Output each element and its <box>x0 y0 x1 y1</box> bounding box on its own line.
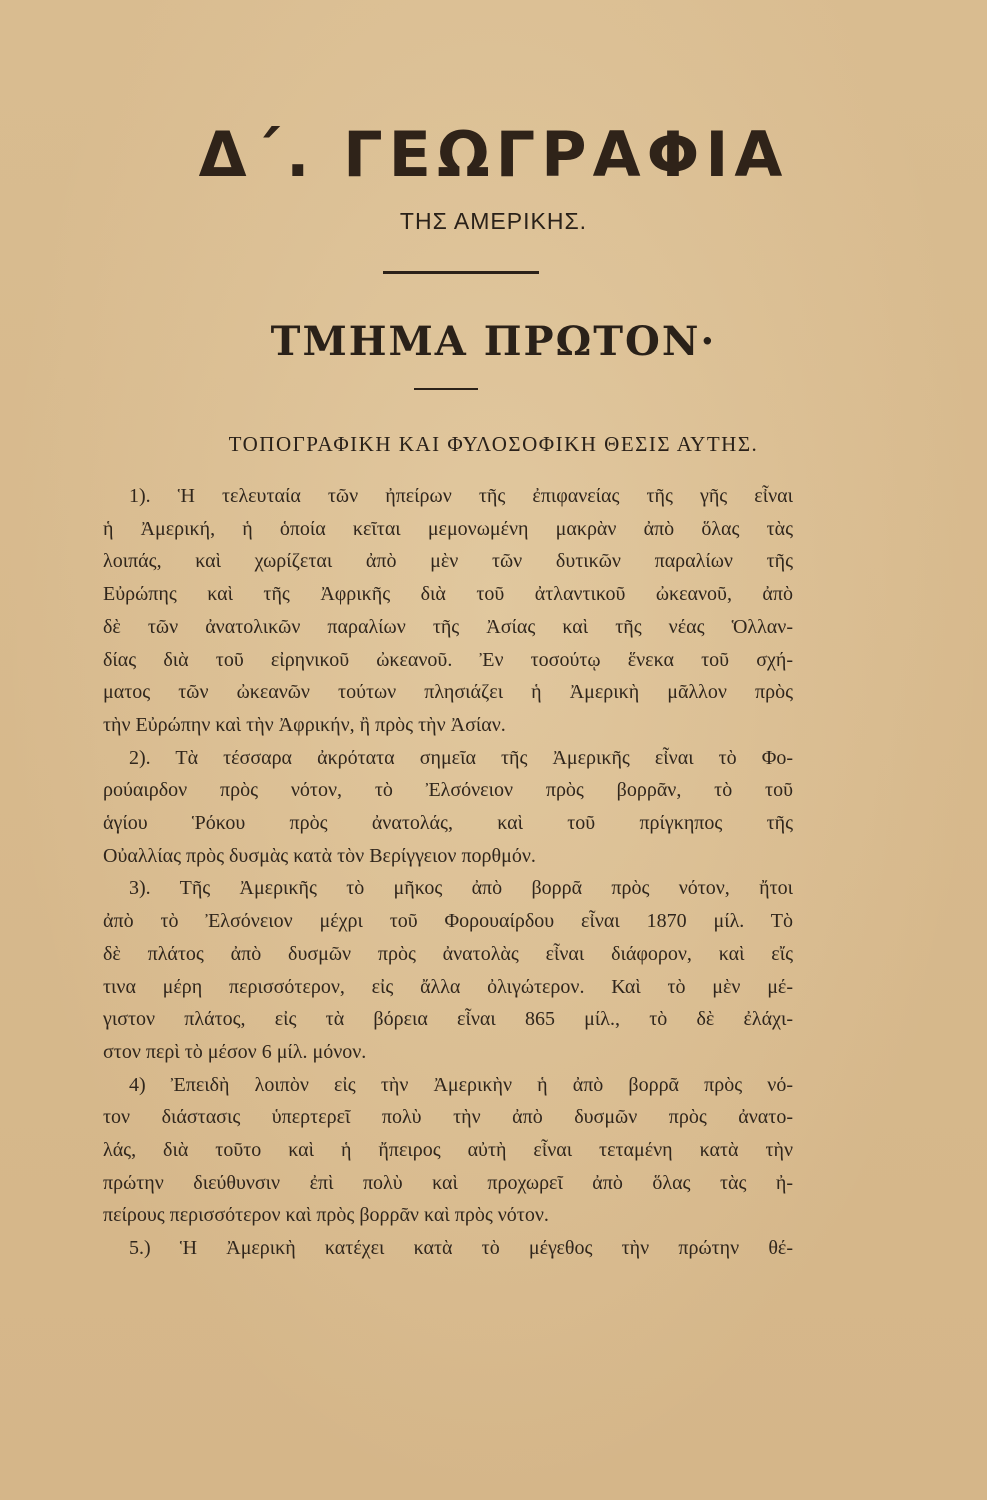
text-line: ἡ Ἀμερική, ἡ ὁποία κεῖται μεμονωμένη μακρὰν ἀπὸ ὅλας τὰς <box>103 517 793 540</box>
chapter-subtitle: ΤΗΣ ΑΜΕΡΙΚΗΣ. <box>399 208 588 234</box>
text-line: 1). Ἡ τελευταία τῶν ἠπείρων τῆς ἐπιφανείας τῆς γῆς εἶναι <box>129 485 793 507</box>
text-line: 2). Τὰ τέσσαρα ἀκρότατα σημεῖα τῆς Ἀμερικῆς εἶναι τὸ Φο- <box>129 746 793 769</box>
text-line: ἀπὸ τὸ Ἐλσόνειον μέχρι τοῦ Φορουαίρδου εἶναι 1870 μίλ. Τὸ <box>103 910 793 933</box>
text-line: ματος τῶν ὠκεανῶν τούτων πλησιάζει ἡ Ἀμερικὴ μᾶλλον πρὸς <box>103 681 793 704</box>
topic-heading: ΤΟΠΟΓΡΑΦΙΚΗ ΚΑΙ ΦΥΛΟΣΟΦΙΚΗ ΘΕΣΙΣ ΑΥΤΗΣ. <box>228 432 759 456</box>
text-line: λάς, διὰ τοῦτο καὶ ἡ ἤπειρος αὐτὴ εἶναι τεταμένη κατὰ τὴν <box>103 1139 793 1162</box>
text-line: τὴν Εὐρώπην καὶ τὴν Ἀφρικήν, ἢ πρὸς τὴν Ἀσίαν. <box>103 713 506 736</box>
text-line: 3). Τῆς Ἀμερικῆς τὸ μῆκος ἀπὸ βορρᾶ πρὸς νότον, ἤτοι <box>129 877 793 900</box>
text-line: ἁγίου Ῥόκου πρὸς ἀνατολάς, καὶ τοῦ πρίγκηπος τῆς <box>103 812 793 835</box>
divider-rule <box>383 271 539 274</box>
text-line: δίας διὰ τοῦ εἰρηνικοῦ ὠκεανοῦ. Ἐν τοσούτῳ ἕνεκα τοῦ σχή- <box>103 648 793 671</box>
text-line: γιστον πλάτος, εἰς τὰ βόρεια εἶναι 865 μίλ., τὸ δὲ ἐλάχι- <box>103 1008 793 1031</box>
body-text <box>103 480 793 1265</box>
text-line: Οὐαλλίας πρὸς δυσμὰς κατὰ τὸν Βερίγγειον πορθμόν. <box>103 844 536 867</box>
text-line: δὲ τῶν ἀνατολικῶν παραλίων τῆς Ἀσίας καὶ τῆς νέας Ὁλλαν- <box>103 615 793 638</box>
text-line: λοιπάς, καὶ χωρίζεται ἀπὸ μὲν τῶν δυτικῶν παραλίων τῆς <box>103 550 793 573</box>
text-line: στον περὶ τὸ μέσον 6 μίλ. μόνον. <box>103 1040 367 1063</box>
text-line: πείρους περισσότερον καὶ πρὸς βορρᾶν καὶ πρὸς νότον. <box>103 1204 549 1227</box>
text-line: τινα μέρη περισσότερον, εἰς ἄλλα ὀλιγώτερον. Καὶ τὸ μὲν μέ- <box>103 975 793 998</box>
text-line: δὲ πλάτος ἀπὸ δυσμῶν πρὸς ἀνατολὰς εἶναι διάφορον, καὶ εἴς <box>103 942 793 965</box>
text-line: τον διάστασις ὑπερτερεῖ πολὺ τὴν ἀπὸ δυσμῶν πρὸς ἀνατο- <box>103 1106 793 1129</box>
text-line: 5.) Ἡ Ἀμερικὴ κατέχει κατὰ τὸ μέγεθος τὴν πρώτην θέ- <box>129 1237 793 1260</box>
divider-rule-short <box>414 388 478 390</box>
section-title: ΤΜΗΜΑ ΠΡΩΤΟΝ· <box>270 318 717 365</box>
text-line: 4) Ἐπειδὴ λοιπὸν εἰς τὴν Ἀμερικὴν ἡ ἀπὸ βορρᾶ πρὸς νό- <box>129 1073 793 1096</box>
chapter-title: Δ΄. ΓΕΩΓΡΑΦΙΑ <box>198 118 789 191</box>
text-line: Εὐρώπης καὶ τῆς Ἀφρικῆς διὰ τοῦ ἀτλαντικοῦ ὠκεανοῦ, ἀπὸ <box>103 583 793 606</box>
text-line: ρούαιρδον πρὸς νότον, τὸ Ἐλσόνειον πρὸς βορρᾶν, τὸ τοῦ <box>103 779 793 802</box>
text-line: πρώτην διεύθυνσιν ἐπὶ πολὺ καὶ προχωρεῖ ἀπὸ ὅλας τὰς ἠ- <box>103 1171 793 1194</box>
